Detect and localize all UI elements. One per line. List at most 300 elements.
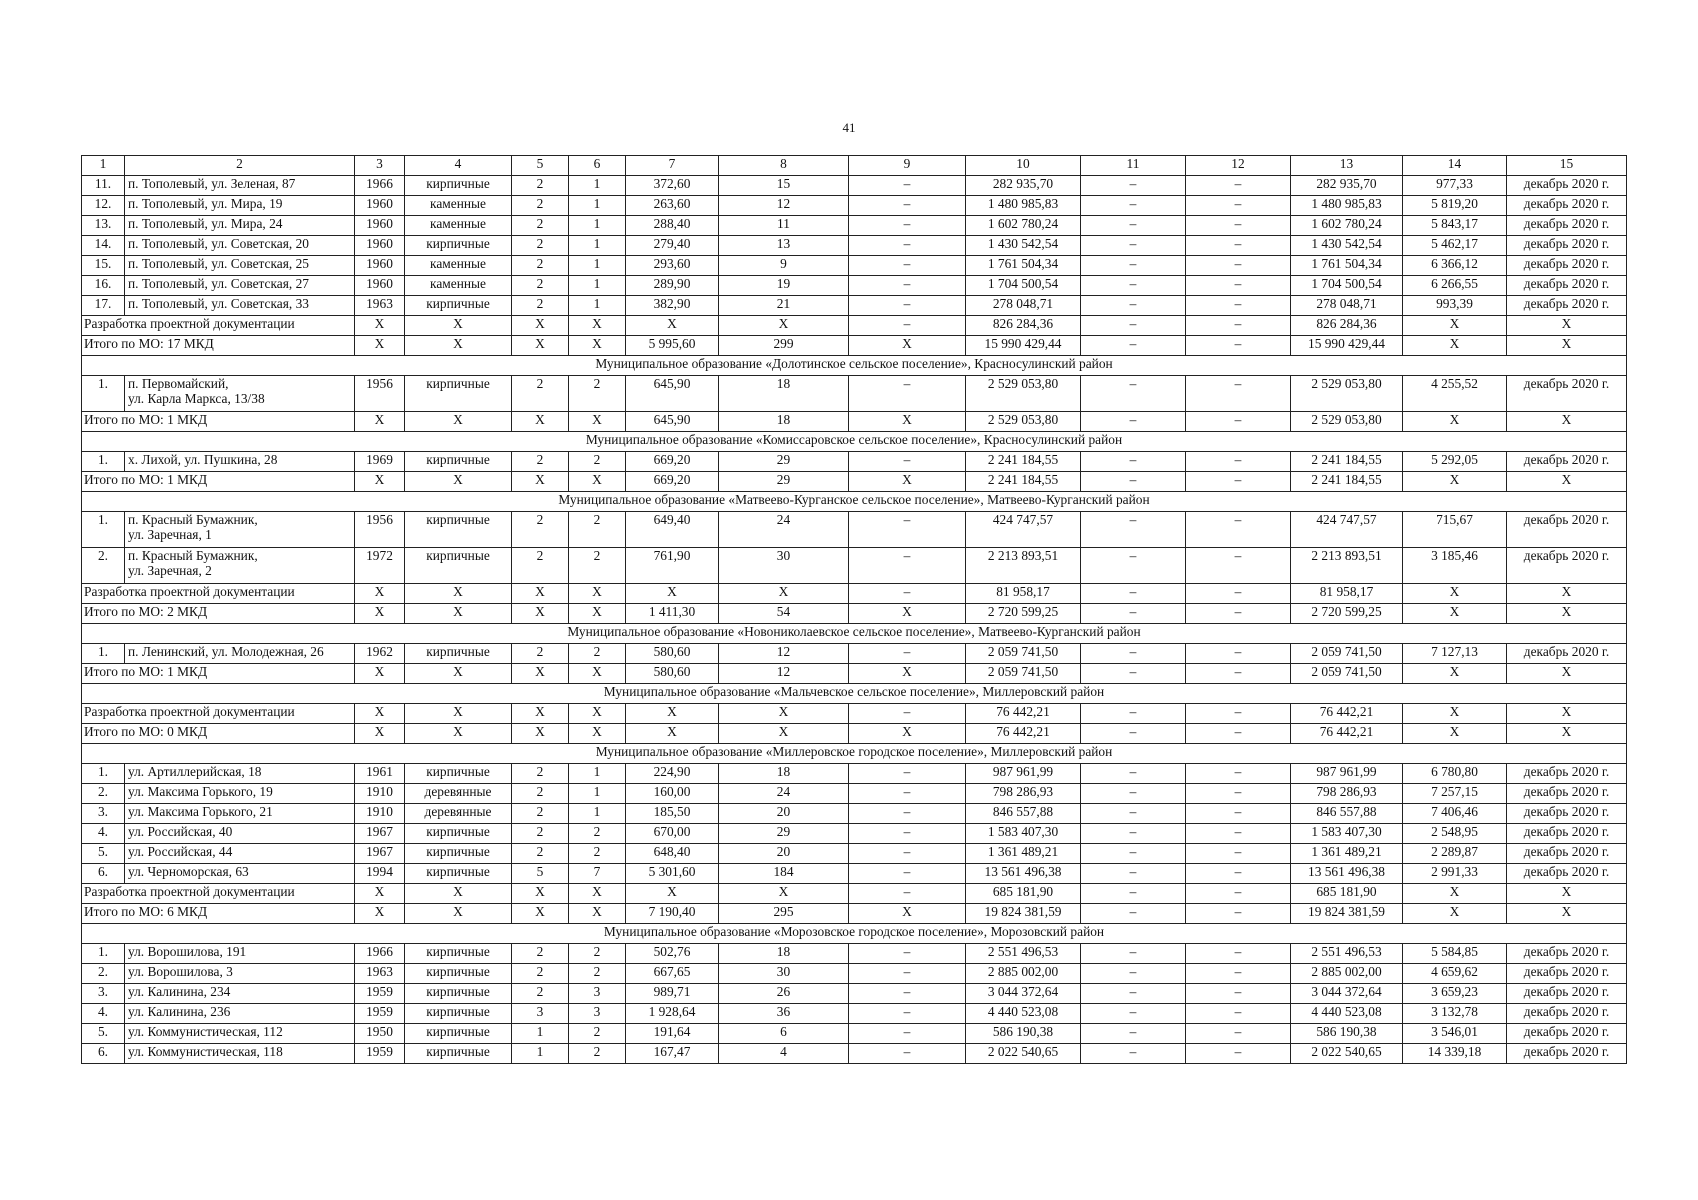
table-cell: 12	[719, 644, 849, 664]
summary-cell: X	[355, 704, 405, 724]
table-cell: –	[1186, 376, 1291, 412]
summary-cell: –	[1081, 412, 1186, 432]
summary-cell: X	[1403, 904, 1507, 924]
summary-cell: X	[405, 472, 512, 492]
table-cell: 846 557,88	[1291, 804, 1403, 824]
summary-cell: 19 824 381,59	[966, 904, 1081, 924]
summary-cell: X	[719, 724, 849, 744]
summary-cell: X	[355, 884, 405, 904]
table-cell: кирпичные	[405, 1024, 512, 1044]
summary-cell: –	[849, 316, 966, 336]
column-number-cell: 15	[1507, 156, 1627, 176]
table-cell: 3 659,23	[1403, 984, 1507, 1004]
table-cell: кирпичные	[405, 844, 512, 864]
table-cell: –	[849, 176, 966, 196]
table-cell: 1 704 500,54	[1291, 276, 1403, 296]
summary-label-cell: Итого по МО: 1 МКД	[82, 664, 355, 684]
table-row	[82, 1024, 1627, 1044]
section-header-cell: Муниципальное образование «Долотинское сельское поселение», Красносулинский район	[82, 356, 1627, 376]
summary-cell: X	[1507, 664, 1627, 684]
section-header-row	[82, 924, 1627, 944]
table-cell: 4.	[82, 1004, 125, 1024]
table-cell: –	[1186, 844, 1291, 864]
table-row	[82, 276, 1627, 296]
table-cell: 278 048,71	[1291, 296, 1403, 316]
table-cell: 5 301,60	[626, 864, 719, 884]
summary-cell: X	[1507, 604, 1627, 624]
table-cell: 2	[512, 236, 569, 256]
column-number-cell: 13	[1291, 156, 1403, 176]
table-cell: 5 292,05	[1403, 452, 1507, 472]
table-cell: декабрь 2020 г.	[1507, 804, 1627, 824]
summary-cell: X	[405, 704, 512, 724]
table-row	[82, 196, 1627, 216]
table-cell: –	[1186, 864, 1291, 884]
table-cell: 1	[569, 196, 626, 216]
summary-cell: X	[849, 724, 966, 744]
table-cell: 18	[719, 376, 849, 412]
table-cell: 1 704 500,54	[966, 276, 1081, 296]
table-row	[82, 548, 1627, 584]
table-cell: каменные	[405, 196, 512, 216]
table-cell: кирпичные	[405, 644, 512, 664]
table-cell: 3 044 372,64	[966, 984, 1081, 1004]
summary-cell: X	[626, 584, 719, 604]
summary-cell: X	[1403, 704, 1507, 724]
summary-cell: X	[512, 336, 569, 356]
table-cell: –	[1186, 276, 1291, 296]
table-row	[82, 1004, 1627, 1024]
table-cell: –	[1081, 644, 1186, 664]
table-cell: –	[1186, 176, 1291, 196]
table-cell: 1960	[355, 256, 405, 276]
table-cell: 1.	[82, 376, 125, 412]
table-cell: 2	[512, 964, 569, 984]
summary-cell: –	[1081, 316, 1186, 336]
summary-cell: X	[512, 664, 569, 684]
address-cell: ул. Калинина, 236	[125, 1004, 355, 1024]
section-header-row	[82, 684, 1627, 704]
table-cell: кирпичные	[405, 548, 512, 584]
table-cell: 18	[719, 764, 849, 784]
table-cell: кирпичные	[405, 1044, 512, 1064]
table-cell: декабрь 2020 г.	[1507, 376, 1627, 412]
table-cell: 2 551 496,53	[1291, 944, 1403, 964]
summary-cell: X	[1403, 604, 1507, 624]
table-cell: 5 843,17	[1403, 216, 1507, 236]
table-cell: –	[1186, 764, 1291, 784]
table-cell: –	[1186, 984, 1291, 1004]
table-cell: 4	[719, 1044, 849, 1064]
summary-cell: –	[1081, 604, 1186, 624]
summary-label-cell: Итого по МО: 1 МКД	[82, 412, 355, 432]
summary-cell: X	[355, 336, 405, 356]
table-cell: –	[849, 452, 966, 472]
table-cell: 288,40	[626, 216, 719, 236]
table-cell: 1	[569, 216, 626, 236]
table-cell: –	[849, 196, 966, 216]
table-cell: –	[849, 1044, 966, 1064]
table-cell: –	[1081, 296, 1186, 316]
table-row	[82, 176, 1627, 196]
table-cell: –	[849, 1024, 966, 1044]
table-cell: 15	[719, 176, 849, 196]
table-cell: –	[849, 644, 966, 664]
table-cell: 1910	[355, 804, 405, 824]
table-cell: 3 546,01	[1403, 1024, 1507, 1044]
table-cell: –	[849, 276, 966, 296]
table-cell: деревянные	[405, 784, 512, 804]
section-header-row	[82, 744, 1627, 764]
summary-cell: X	[1507, 472, 1627, 492]
table-cell: –	[849, 512, 966, 548]
summary-label-cell: Разработка проектной документации	[82, 704, 355, 724]
table-cell: кирпичные	[405, 964, 512, 984]
table-cell: 2 241 184,55	[1291, 452, 1403, 472]
table-cell: 5 819,20	[1403, 196, 1507, 216]
table-cell: 36	[719, 1004, 849, 1024]
table-cell: –	[1081, 984, 1186, 1004]
address-cell: п. Тополевый, ул. Мира, 19	[125, 196, 355, 216]
table-cell: –	[1081, 236, 1186, 256]
table-cell: 715,67	[1403, 512, 1507, 548]
address-cell: п. Красный Бумажник, ул. Заречная, 1	[125, 512, 355, 548]
table-cell: 278 048,71	[966, 296, 1081, 316]
summary-cell: X	[1507, 412, 1627, 432]
table-cell: 1967	[355, 844, 405, 864]
summary-cell: X	[355, 664, 405, 684]
table-cell: 279,40	[626, 236, 719, 256]
summary-cell: X	[355, 724, 405, 744]
table-cell: 1959	[355, 1004, 405, 1024]
summary-cell: 29	[719, 472, 849, 492]
table-cell: –	[1186, 824, 1291, 844]
summary-cell: –	[1081, 704, 1186, 724]
table-cell: –	[1081, 512, 1186, 548]
table-cell: –	[1081, 548, 1186, 584]
column-number-cell: 9	[849, 156, 966, 176]
summary-cell: X	[569, 704, 626, 724]
summary-cell: 2 059 741,50	[1291, 664, 1403, 684]
summary-cell: 580,60	[626, 664, 719, 684]
table-cell: 7 257,15	[1403, 784, 1507, 804]
table-cell: 1994	[355, 864, 405, 884]
table-cell: 2	[512, 804, 569, 824]
table-cell: 2	[512, 844, 569, 864]
table-cell: 16.	[82, 276, 125, 296]
table-cell: 3.	[82, 984, 125, 1004]
table-cell: 2 022 540,65	[1291, 1044, 1403, 1064]
address-cell: ул. Максима Горького, 19	[125, 784, 355, 804]
summary-cell: X	[355, 412, 405, 432]
summary-cell: 12	[719, 664, 849, 684]
summary-cell: X	[849, 472, 966, 492]
table-cell: –	[1186, 1004, 1291, 1024]
table-cell: 1 761 504,34	[966, 256, 1081, 276]
table-cell: 29	[719, 824, 849, 844]
table-cell: 1 480 985,83	[1291, 196, 1403, 216]
table-row	[82, 256, 1627, 276]
section-header-cell: Муниципальное образование «Новониколаевское сельское поселение», Матвеево-Курганский район	[82, 624, 1627, 644]
table-cell: 424 747,57	[1291, 512, 1403, 548]
table-cell: 1959	[355, 984, 405, 1004]
table-cell: –	[1081, 276, 1186, 296]
summary-row	[82, 412, 1627, 432]
summary-cell: 685 181,90	[966, 884, 1081, 904]
table-cell: 1967	[355, 824, 405, 844]
table-cell: 1 583 407,30	[1291, 824, 1403, 844]
table-cell: 3	[569, 984, 626, 1004]
summary-cell: X	[569, 604, 626, 624]
summary-label-cell: Итого по МО: 1 МКД	[82, 472, 355, 492]
table-cell: –	[1186, 784, 1291, 804]
summary-cell: 1 411,30	[626, 604, 719, 624]
summary-cell: X	[355, 604, 405, 624]
table-cell: 1	[569, 784, 626, 804]
table-cell: 2 991,33	[1403, 864, 1507, 884]
table-cell: 2 885 002,00	[1291, 964, 1403, 984]
table-cell: 2	[512, 216, 569, 236]
table-row	[82, 216, 1627, 236]
summary-cell: X	[512, 472, 569, 492]
table-cell: декабрь 2020 г.	[1507, 1024, 1627, 1044]
table-cell: 382,90	[626, 296, 719, 316]
table-cell: 1.	[82, 512, 125, 548]
summary-row	[82, 584, 1627, 604]
table-cell: кирпичные	[405, 1004, 512, 1024]
address-cell: п. Тополевый, ул. Мира, 24	[125, 216, 355, 236]
summary-cell: 685 181,90	[1291, 884, 1403, 904]
table-cell: 2.	[82, 548, 125, 584]
summary-cell: X	[719, 884, 849, 904]
table-cell: 1	[512, 1024, 569, 1044]
table-cell: –	[1186, 236, 1291, 256]
summary-cell: X	[405, 664, 512, 684]
table-cell: 669,20	[626, 452, 719, 472]
table-cell: 20	[719, 804, 849, 824]
summary-cell: –	[1186, 704, 1291, 724]
table-cell: 989,71	[626, 984, 719, 1004]
summary-cell: X	[569, 412, 626, 432]
table-cell: –	[1081, 964, 1186, 984]
table-cell: –	[1186, 196, 1291, 216]
table-cell: 372,60	[626, 176, 719, 196]
table-body	[82, 156, 1627, 1064]
table-cell: 4 440 523,08	[966, 1004, 1081, 1024]
table-cell: 987 961,99	[966, 764, 1081, 784]
table-cell: 1 602 780,24	[1291, 216, 1403, 236]
page-number: 41	[842, 120, 856, 135]
table-cell: 19	[719, 276, 849, 296]
summary-cell: X	[569, 724, 626, 744]
summary-cell: –	[849, 704, 966, 724]
summary-cell: X	[1403, 884, 1507, 904]
column-number-cell: 11	[1081, 156, 1186, 176]
table-cell: 648,40	[626, 844, 719, 864]
table-cell: кирпичные	[405, 176, 512, 196]
table-cell: 2	[512, 196, 569, 216]
table-cell: 2	[512, 176, 569, 196]
table-cell: 2	[512, 784, 569, 804]
summary-cell: 76 442,21	[1291, 724, 1403, 744]
address-cell: п. Тополевый, ул. Советская, 27	[125, 276, 355, 296]
summary-cell: X	[626, 884, 719, 904]
table-cell: 11.	[82, 176, 125, 196]
address-cell: п. Красный Бумажник, ул. Заречная, 2	[125, 548, 355, 584]
table-cell: 17.	[82, 296, 125, 316]
table-cell: 2	[512, 376, 569, 412]
table-cell: –	[1081, 176, 1186, 196]
address-cell: ул. Коммунистическая, 118	[125, 1044, 355, 1064]
summary-cell: 54	[719, 604, 849, 624]
table-cell: кирпичные	[405, 764, 512, 784]
summary-cell: 2 720 599,25	[966, 604, 1081, 624]
table-cell: 1960	[355, 216, 405, 236]
table-cell: декабрь 2020 г.	[1507, 256, 1627, 276]
table-cell: 667,65	[626, 964, 719, 984]
summary-cell: X	[719, 704, 849, 724]
summary-cell: X	[719, 584, 849, 604]
table-cell: декабрь 2020 г.	[1507, 1004, 1627, 1024]
table-cell: 7	[569, 864, 626, 884]
table-cell: 3 044 372,64	[1291, 984, 1403, 1004]
table-cell: 2 241 184,55	[966, 452, 1081, 472]
summary-cell: –	[1081, 584, 1186, 604]
summary-cell: X	[849, 412, 966, 432]
table-cell: 2	[569, 824, 626, 844]
table-cell: 645,90	[626, 376, 719, 412]
summary-label-cell: Итого по МО: 6 МКД	[82, 904, 355, 924]
summary-cell: 18	[719, 412, 849, 432]
table-cell: 2	[512, 296, 569, 316]
table-cell: 3	[512, 1004, 569, 1024]
table-cell: 1 761 504,34	[1291, 256, 1403, 276]
table-cell: 2	[569, 376, 626, 412]
table-cell: –	[849, 844, 966, 864]
table-cell: 761,90	[626, 548, 719, 584]
column-number-cell: 1	[82, 156, 125, 176]
table-cell: каменные	[405, 256, 512, 276]
summary-cell: –	[1081, 724, 1186, 744]
summary-row	[82, 604, 1627, 624]
table-cell: –	[1186, 512, 1291, 548]
summary-cell: 81 958,17	[1291, 584, 1403, 604]
section-header-cell: Муниципальное образование «Комиссаровское сельское поселение», Красносулинский район	[82, 432, 1627, 452]
summary-label-cell: Итого по МО: 2 МКД	[82, 604, 355, 624]
summary-cell: X	[626, 724, 719, 744]
summary-cell: 669,20	[626, 472, 719, 492]
table-cell: –	[849, 548, 966, 584]
table-cell: 2	[569, 964, 626, 984]
table-cell: –	[1081, 804, 1186, 824]
table-cell: 9	[719, 256, 849, 276]
table-cell: 2	[512, 944, 569, 964]
table-cell: 1	[569, 296, 626, 316]
address-cell: ул. Российская, 40	[125, 824, 355, 844]
table-cell: 1972	[355, 548, 405, 584]
summary-cell: 826 284,36	[1291, 316, 1403, 336]
table-cell: 2	[569, 548, 626, 584]
table-cell: 1959	[355, 1044, 405, 1064]
table-cell: –	[849, 216, 966, 236]
table-row	[82, 644, 1627, 664]
table-cell: декабрь 2020 г.	[1507, 764, 1627, 784]
table-cell: 4 659,62	[1403, 964, 1507, 984]
table-cell: 6 366,12	[1403, 256, 1507, 276]
summary-cell: X	[1403, 472, 1507, 492]
summary-row	[82, 704, 1627, 724]
table-cell: 24	[719, 512, 849, 548]
table-cell: –	[1081, 864, 1186, 884]
summary-cell: X	[512, 704, 569, 724]
summary-cell: –	[1081, 472, 1186, 492]
summary-cell: X	[512, 316, 569, 336]
table-cell: кирпичные	[405, 376, 512, 412]
table-cell: 5 584,85	[1403, 944, 1507, 964]
table-cell: –	[849, 296, 966, 316]
table-cell: 987 961,99	[1291, 764, 1403, 784]
summary-cell: X	[1507, 316, 1627, 336]
table-row	[82, 764, 1627, 784]
table-cell: 282 935,70	[1291, 176, 1403, 196]
table-cell: –	[1186, 1024, 1291, 1044]
table-cell: 167,47	[626, 1044, 719, 1064]
summary-cell: –	[1186, 336, 1291, 356]
table-cell: 13	[719, 236, 849, 256]
address-cell: х. Лихой, ул. Пушкина, 28	[125, 452, 355, 472]
table-cell: 2.	[82, 964, 125, 984]
table-cell: 1 430 542,54	[1291, 236, 1403, 256]
table-cell: 1950	[355, 1024, 405, 1044]
table-cell: 1969	[355, 452, 405, 472]
table-cell: декабрь 2020 г.	[1507, 512, 1627, 548]
summary-row	[82, 336, 1627, 356]
summary-cell: –	[1081, 904, 1186, 924]
table-cell: декабрь 2020 г.	[1507, 296, 1627, 316]
table-cell: –	[1081, 1044, 1186, 1064]
summary-cell: X	[355, 904, 405, 924]
table-cell: 11	[719, 216, 849, 236]
table-cell: 15.	[82, 256, 125, 276]
summary-cell: X	[512, 884, 569, 904]
table-cell: декабрь 2020 г.	[1507, 548, 1627, 584]
table-cell: –	[1186, 804, 1291, 824]
table-row	[82, 296, 1627, 316]
table-cell: 2	[569, 1044, 626, 1064]
summary-cell: –	[1186, 724, 1291, 744]
table-cell: –	[849, 236, 966, 256]
summary-label-cell: Разработка проектной документации	[82, 584, 355, 604]
table-cell: 20	[719, 844, 849, 864]
table-cell: 3 132,78	[1403, 1004, 1507, 1024]
table-cell: 6.	[82, 864, 125, 884]
table-cell: декабрь 2020 г.	[1507, 276, 1627, 296]
table-cell: кирпичные	[405, 864, 512, 884]
summary-cell: X	[569, 584, 626, 604]
table-cell: 1961	[355, 764, 405, 784]
summary-cell: –	[1186, 316, 1291, 336]
summary-cell: –	[1186, 604, 1291, 624]
table-cell: 13 561 496,38	[1291, 864, 1403, 884]
summary-cell: X	[1507, 724, 1627, 744]
summary-cell: X	[1507, 904, 1627, 924]
summary-cell: 295	[719, 904, 849, 924]
section-header-row	[82, 492, 1627, 512]
table-cell: декабрь 2020 г.	[1507, 176, 1627, 196]
table-cell: 1	[569, 236, 626, 256]
table-cell: 3 185,46	[1403, 548, 1507, 584]
summary-cell: X	[626, 316, 719, 336]
